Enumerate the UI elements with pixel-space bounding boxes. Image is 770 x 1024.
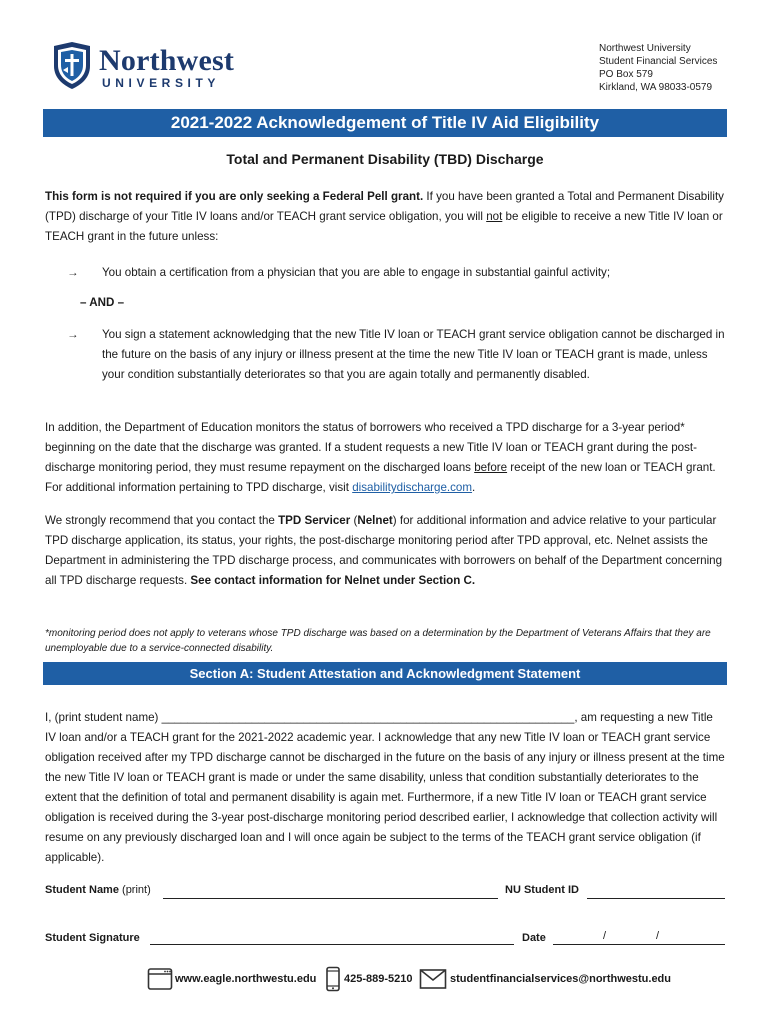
northwest-logo xyxy=(52,40,252,95)
recommend-paragraph xyxy=(45,511,725,591)
section-a-header: Section A: Student Attestation and Acknowledgment Statement xyxy=(43,662,727,685)
bullet-text: You obtain a certification from a physician that you are able to engage in substantial gainful activity; xyxy=(102,266,611,279)
and-separator: – AND – xyxy=(80,296,125,309)
nelnet: Nelnet xyxy=(357,514,393,527)
intro-text: If you have been granted a Total and Permanent Disability (TPD) discharge of your Title IV loans and/or TEACH grant service obligation, you will xyxy=(45,190,724,223)
arrow-icon: → xyxy=(67,328,79,341)
student-signature-label: Student Signature xyxy=(45,932,140,944)
student-signature-field[interactable] xyxy=(150,944,514,945)
para-text: ( xyxy=(350,514,358,527)
address-line: Kirkland, WA 98033-0579 xyxy=(599,82,713,93)
logo-subtitle: UNIVERSITY xyxy=(102,76,221,90)
browser-icon xyxy=(147,966,173,992)
date-separator: / xyxy=(656,930,660,942)
date-field[interactable] xyxy=(553,944,725,945)
phone-number[interactable]: 425-889-5210 xyxy=(344,973,413,985)
arrow-icon: → xyxy=(67,266,79,279)
logo-wordmark: Northwest xyxy=(99,44,235,77)
monitoring-paragraph xyxy=(45,418,725,498)
bullet-text: You sign a statement acknowledging that the new Title IV loan or TEACH grant service obligation cannot be discharged in the future on the basis of any injury or illness present at the time the new Title IV loan or TEACH grant is made, unless your condition substantially deteriorates so that you are again totally and permanently disabled. xyxy=(102,328,725,381)
attestation-text: , am requesting a new Title IV loan and/or a TEACH grant for the 2021-2022 academic year. I acknowledge that any new Title IV loan or TEACH grant service obligation received after my TPD discharge cannot be discharged in the future on the basis of any injury or illness present at the time the new Title IV loan or TEACH grant is made or under the same disability, unless that condition substantially deteriorates to the extent that the definition of total and permanent disability is again met. Furthermore, if a new Title IV loan or TEACH grant service obligation is received during the 3-year post-discharge monitoring period described earlier, I acknowledge that collection activity will resume on any previously discharged loan and I will once again be subject to the terms of the TEACH grant service obligation (if applicable). xyxy=(45,711,725,864)
envelope-icon xyxy=(419,966,447,992)
page-header xyxy=(52,40,732,102)
print-name-blank[interactable]: ________________________________________________________________ xyxy=(161,711,575,724)
date-label: Date xyxy=(522,932,546,944)
intro-bold: This form is not required if you are only seeking a Federal Pell grant. xyxy=(45,190,424,203)
phone-icon xyxy=(325,966,341,992)
student-name-bold: Student Name xyxy=(45,884,119,896)
website-link[interactable]: www.eagle.northwestu.edu xyxy=(175,973,317,985)
mailing-address xyxy=(599,42,717,94)
intro-text: be eligible to receive a new Title IV loan or TEACH grant in the future unless: xyxy=(45,210,723,243)
not-emphasis: not xyxy=(486,210,503,223)
nu-student-id-field[interactable] xyxy=(587,898,725,899)
condition-bullet-2 xyxy=(67,325,727,385)
form-subtitle: Total and Permanent Disability (TBD) Discharge xyxy=(226,151,544,167)
para-text: We strongly recommend that you contact the xyxy=(45,514,279,527)
para-text: ) for additional information and advice relative to your particular TPD discharge application, its status, your rights, the post-discharge monitoring period after TPD approval, etc. Nelnet assists the Department in administering the TPD discharge process, and communicates with borrowers on behalf of the Department concerning all TPD discharge requests. xyxy=(45,514,723,587)
form-title: 2021-2022 Acknowledgement of Title IV Aid Eligibility xyxy=(43,109,727,137)
see-section-c: See contact information for Nelnet under Section C. xyxy=(190,574,476,587)
address-line: Northwest University xyxy=(599,43,691,54)
attestation-statement xyxy=(45,708,725,868)
para-text: receipt of the new loan or TEACH grant. For additional information pertaining to TPD discharge, visit xyxy=(45,461,716,494)
student-name-print: (print) xyxy=(118,884,151,896)
para-text: In addition, the Department of Education monitors the status of borrowers who received a TPD discharge for a 3-year period* beginning on the date that the discharge was granted. If a student requests a new Title IV loan or TEACH grant during the post-discharge monitoring period, they must resume repayment on the discharged loans xyxy=(45,421,698,474)
date-separator: / xyxy=(603,930,607,942)
para-text: . xyxy=(472,481,476,494)
disability-discharge-link[interactable]: disabilitydischarge.com xyxy=(352,481,473,494)
address-line: PO Box 579 xyxy=(599,69,653,80)
shield-icon xyxy=(52,42,92,90)
email-link[interactable]: studentfinancialservices@northwestu.edu xyxy=(450,973,671,985)
before-emphasis: before xyxy=(474,461,508,474)
student-name-field[interactable] xyxy=(163,898,498,899)
tpd-servicer: TPD Servicer xyxy=(278,514,351,527)
attestation-text: I, (print student name) xyxy=(45,711,162,724)
student-name-label xyxy=(45,884,151,896)
condition-bullet-1 xyxy=(67,263,727,283)
nu-student-id-label: NU Student ID xyxy=(505,884,579,896)
address-line: Student Financial Services xyxy=(599,56,718,67)
intro-paragraph xyxy=(45,187,725,247)
footnote: *monitoring period does not apply to veterans whose TPD discharge was based on a determination by the Department of Veterans Affairs that they are unemployable due to a service-connected disability. xyxy=(45,628,711,654)
